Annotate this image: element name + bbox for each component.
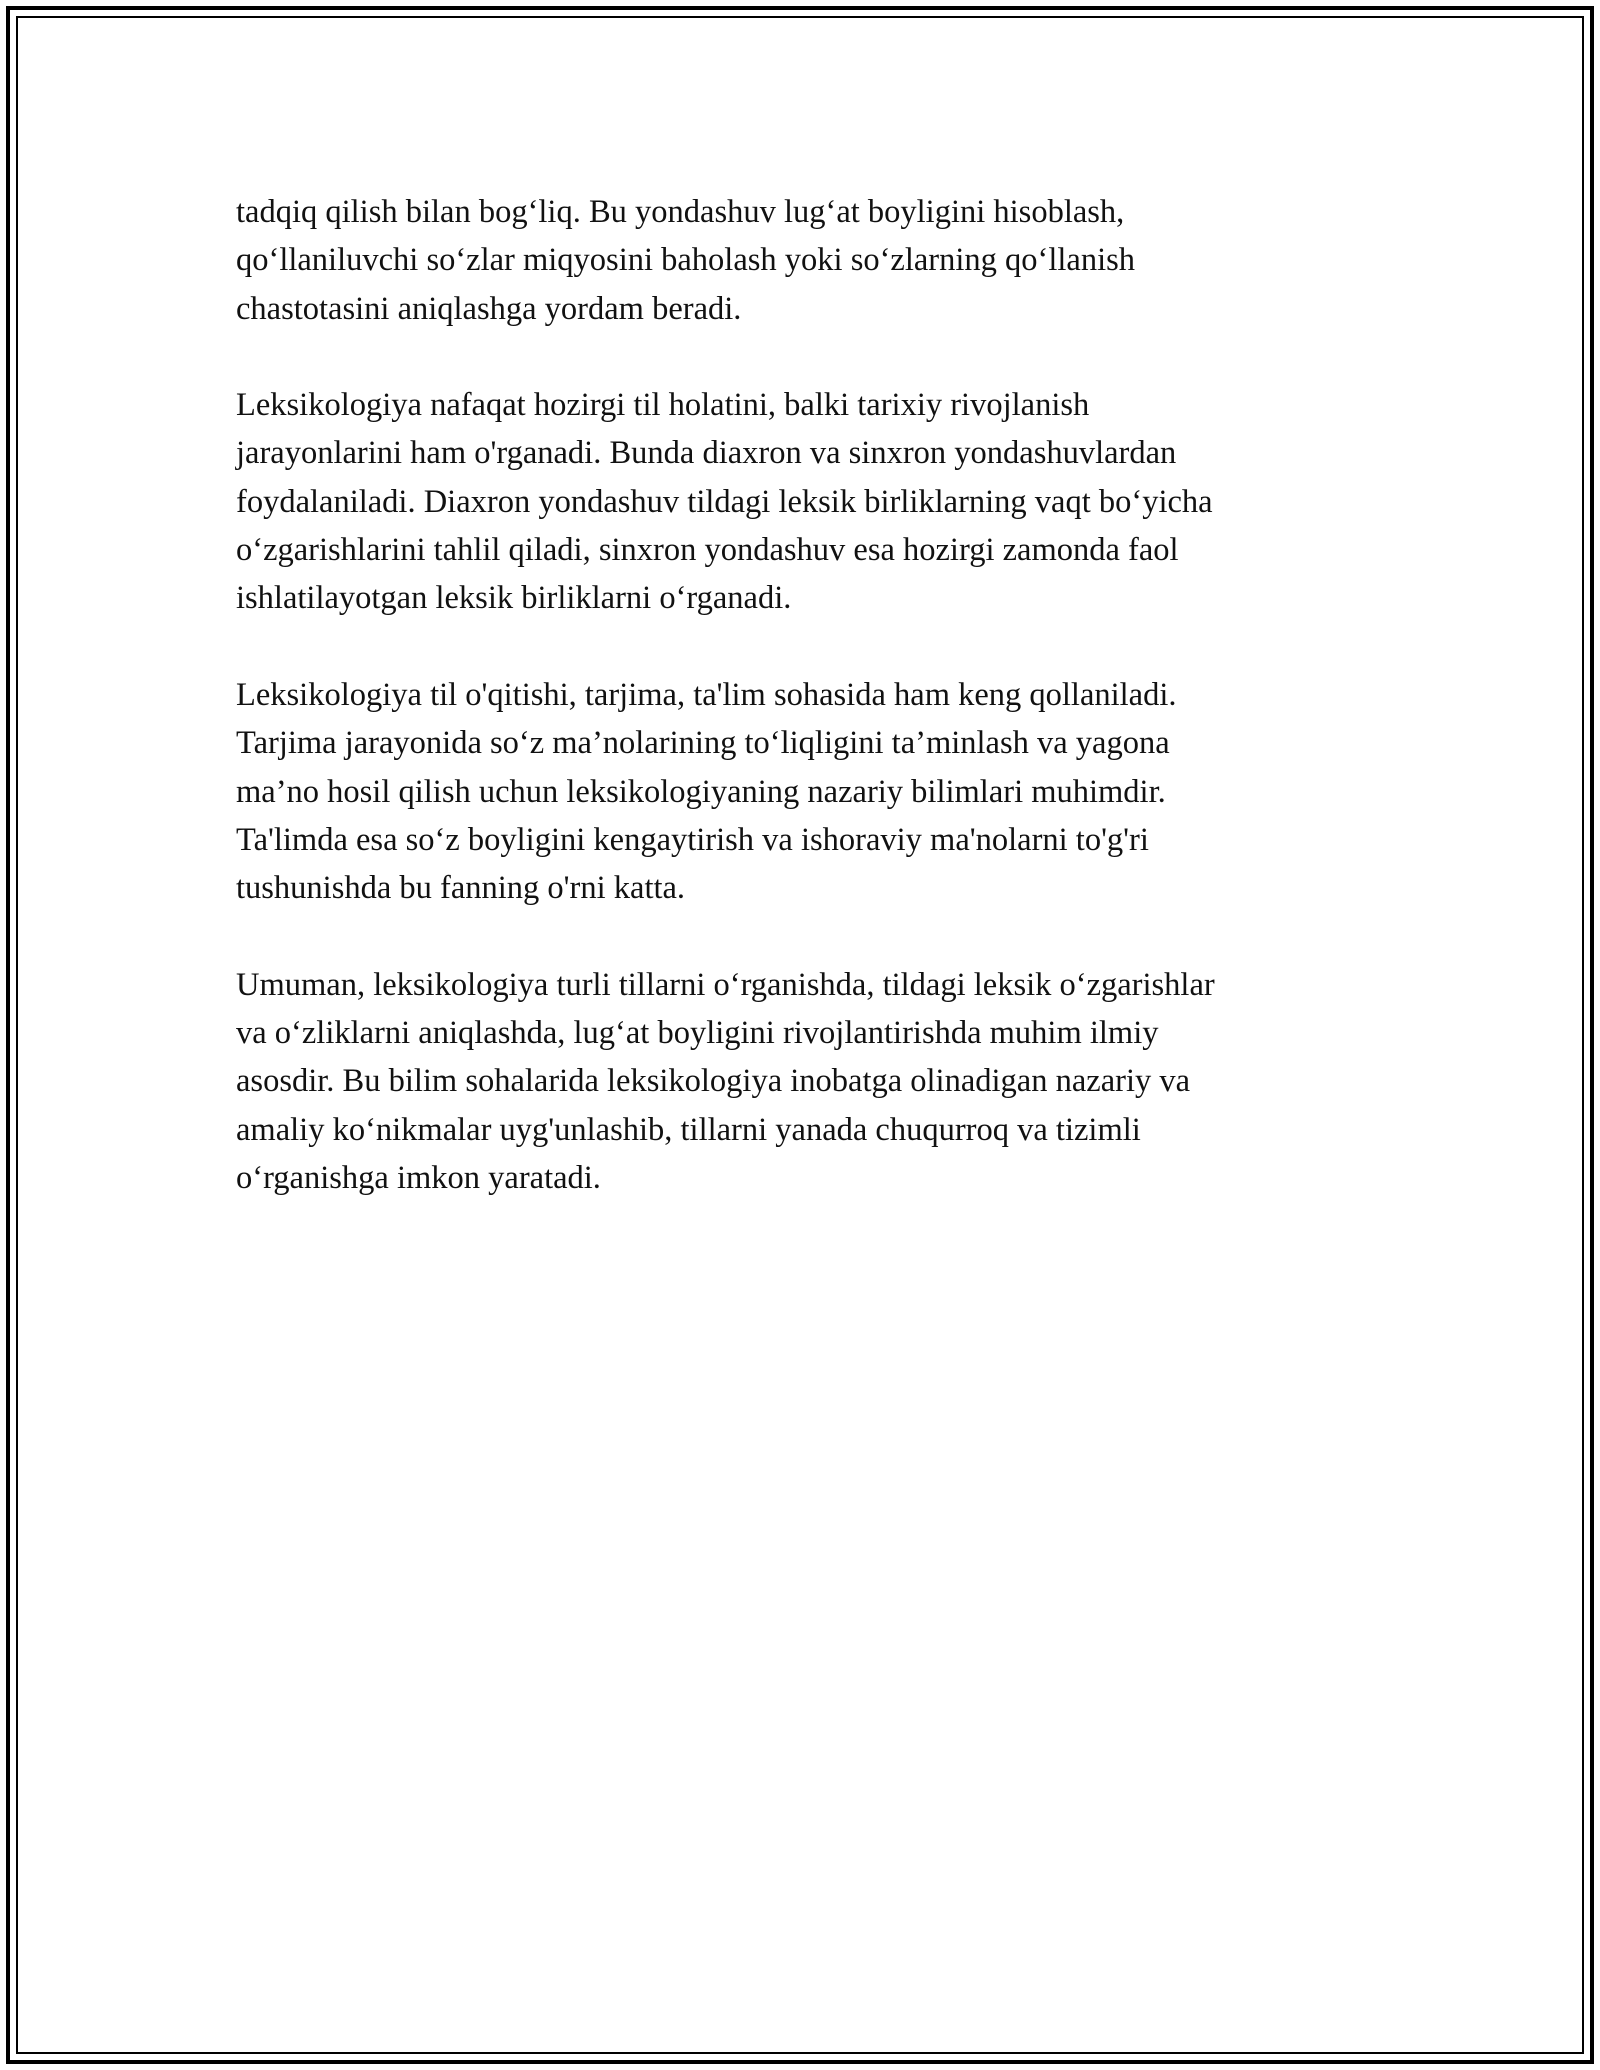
text-line: chastotasini aniqlashga yordam beradi. <box>236 290 742 327</box>
text-line: Tarjima jarayonida so‘z ma’nolarining to‘liqligini ta’minlash va yagona <box>236 725 1170 762</box>
text-line: tadqiq qilish bilan bog‘liq. Bu yondashuv lug‘at boyligini hisoblash, <box>236 194 1125 230</box>
paragraph-2 <box>236 381 1366 622</box>
text-line: Leksikologiya nafaqat hozirgi til holatini, balki tarixiy rivojlanish <box>236 387 1090 424</box>
paragraph-4 <box>236 961 1366 1202</box>
text-line: asosdir. Bu bilim sohalarida leksikologiya inobatga olinadigan nazariy va <box>236 1063 1191 1100</box>
text-line: va o‘zliklarni aniqlashda, lug‘at boyligini rivojlantirishda muhim ilmiy <box>236 1015 1159 1052</box>
text-line: o‘zgarishlarini tahlil qiladi, sinxron yondashuv esa hozirgi zamonda faol <box>236 532 1179 569</box>
document-body <box>236 188 1366 1251</box>
text-line: tushunishda bu fanning o'rni katta. <box>236 870 686 907</box>
paragraph-1 <box>236 188 1366 333</box>
text-line: Leksikologiya til o'qitishi, tarjima, ta'lim sohasida ham keng qollaniladi. <box>236 676 1177 713</box>
text-line: Ta'limda esa so‘z boyligini kengaytirish va ishoraviy ma'nolarni to'g'ri <box>236 821 1149 858</box>
text-line: ishlatilayotgan leksik birliklarni o‘rganadi. <box>236 580 792 617</box>
text-line: ma’no hosil qilish uchun leksikologiyaning nazariy bilimlari muhimdir. <box>236 773 1166 810</box>
text-line: qo‘llaniluvchi so‘zlar miqyosini baholash yoki so‘zlarning qo‘llanish <box>236 242 1136 279</box>
text-line: Umuman, leksikologiya turli tillarni o‘rganishda, tildagi leksik o‘zgarishlar <box>236 966 1215 1003</box>
text-line: amaliy ko‘nikmalar uyg'unlashib, tillarni yanada chuqurroq va tizimli <box>236 1111 1141 1148</box>
text-line: foydalaniladi. Diaxron yondashuv tildagi leksik birliklarning vaqt bo‘yicha <box>236 483 1213 520</box>
text-line: o‘rganishga imkon yaratadi. <box>236 1159 601 1196</box>
paragraph-3 <box>236 671 1366 912</box>
text-line: jarayonlarini ham o'rganadi. Bunda diaxron va sinxron yondashuvlardan <box>236 435 1177 472</box>
